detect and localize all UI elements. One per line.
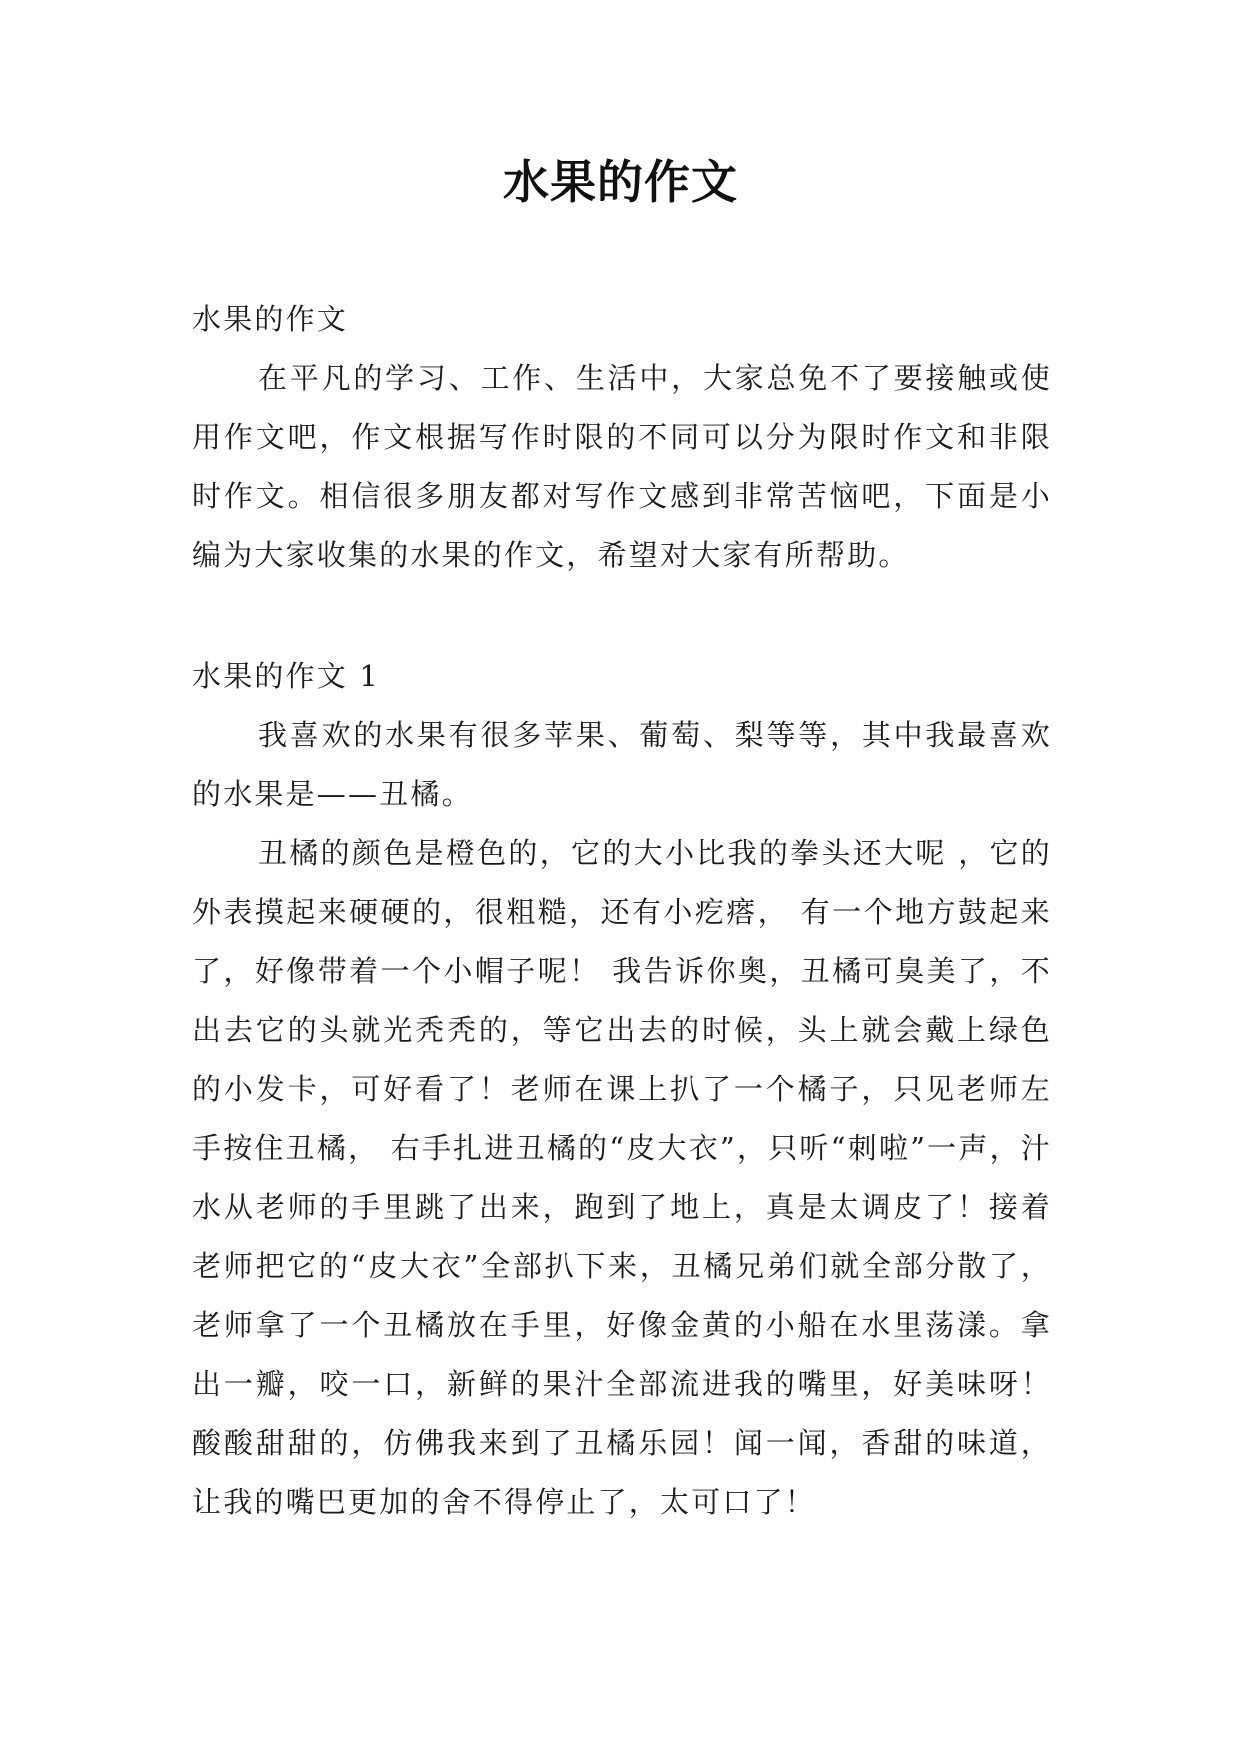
essay1-heading: 水果的作文 1 bbox=[192, 659, 381, 693]
document-body bbox=[192, 290, 1052, 1532]
essay1-paragraph-1: 我喜欢的水果有很多苹果、葡萄、梨等等，其中我最喜欢的水果是——丑橘。 bbox=[192, 718, 1052, 811]
section-spacer bbox=[192, 585, 1052, 647]
intro-heading: 水果的作文 bbox=[192, 302, 349, 336]
document-title: 水果的作文 bbox=[503, 155, 738, 209]
intro-paragraph: 在平凡的学习、工作、生活中，大家总免不了要接触或使用作文吧，作文根据写作时限的不同可以分为限时作文和非限时作文。相信很多朋友都对写作文感到非常苦恼吧，下面是小编为大家收集的水果的作文，希望对大家有所帮助。 bbox=[192, 361, 1052, 572]
essay1-paragraph-2: 丑橘的颜色是橙色的，它的大小比我的拳头还大呢 ，它的外表摸起来硬硬的，很粗糙，还有小疙瘩， 有一个地方鼓起来了，好像带着一个小帽子呢！ 我告诉你奥，丑橘可臭美了，不出去它的头就光秃秃的，等它出去的时候，头上就会戴上绿色的小发卡，可好看了！老师在课上扒了一个橘子，只见老师左手按住丑橘， 右手扎进丑橘的“皮大衣”，只听“刺啦”一声，汁水从老师的手里跳了出来，跑到了地上，真是太调皮了！接着老师把它的“皮大衣”全部扒下来，丑橘兄弟们就全部分散了，老师拿了一个丑橘放在手里，好像金黄的小船在水里荡漾。拿出一瓣，咬一口，新鲜的果汁全部流进我的嘴里，好美味呀！酸酸甜甜的，仿佛我来到了丑橘乐园！闻一闻，香甜的味道，让我的嘴巴更加的舍不得停止了，太可口了！ bbox=[192, 836, 1052, 1519]
